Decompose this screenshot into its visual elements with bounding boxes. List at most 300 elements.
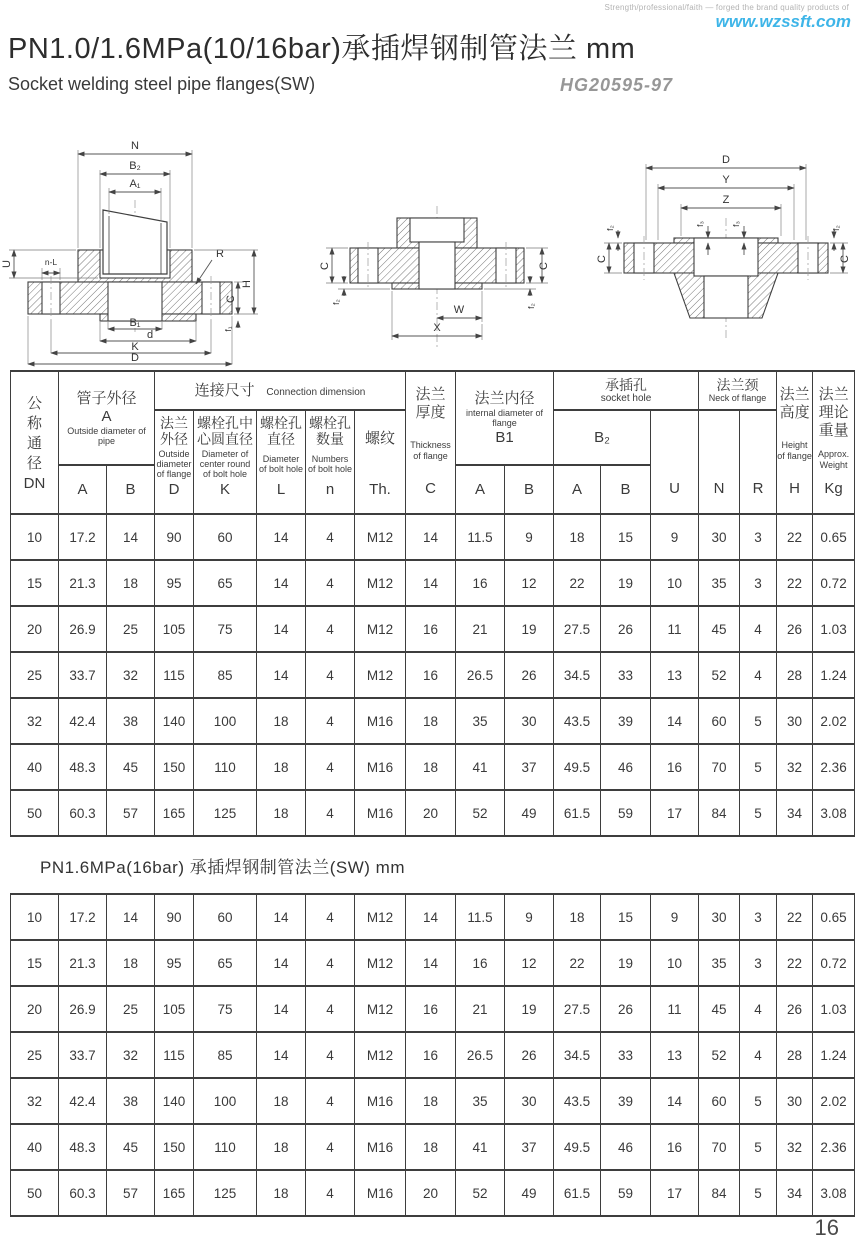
website-url: www.wzssft.com	[715, 12, 851, 31]
table-cell: 4	[306, 744, 355, 790]
table-cell: 4	[306, 698, 355, 744]
table-cell: 22	[777, 940, 813, 986]
socket-hole-en: socket hole	[600, 392, 652, 404]
table-cell: 42.4	[59, 698, 107, 744]
neck-zh: 法兰颈	[716, 377, 759, 394]
table-cell: 4	[306, 894, 355, 940]
table-cell: M12	[355, 986, 406, 1032]
table-cell: 14	[257, 560, 306, 606]
col-header-thread	[355, 410, 406, 514]
table-cell: 140	[155, 698, 194, 744]
table-cell: M16	[355, 698, 406, 744]
col-header-b2	[554, 410, 651, 465]
table-cell: 26.9	[59, 986, 107, 1032]
table-cell: 25	[11, 652, 59, 698]
table-cell: 140	[155, 1078, 194, 1124]
table-cell: 35	[699, 560, 740, 606]
table-cell: 59	[601, 1170, 651, 1216]
thread-zh: 螺纹	[365, 430, 396, 447]
table-cell: M12	[355, 606, 406, 652]
table-cell: 3	[740, 940, 777, 986]
table-cell: 33.7	[59, 1032, 107, 1078]
table-row	[11, 986, 855, 1032]
dim-label-c: C	[225, 295, 237, 303]
table-cell: 21.3	[59, 940, 107, 986]
table-cell: 25	[107, 986, 155, 1032]
table-cell: 4	[740, 652, 777, 698]
table-cell: 49.5	[554, 1124, 601, 1170]
table-cell: 60	[699, 1078, 740, 1124]
flange-rear-view-drawing	[596, 148, 857, 353]
table-cell: 4	[740, 606, 777, 652]
col-header-neck	[699, 371, 777, 410]
table-cell: 26	[777, 986, 813, 1032]
table-cell: 4	[306, 1170, 355, 1216]
table-cell: M16	[355, 1124, 406, 1170]
table-cell: 5	[740, 790, 777, 836]
table-cell: 18	[554, 894, 601, 940]
table-cell: 4	[740, 1032, 777, 1078]
table-cell: 34.5	[554, 652, 601, 698]
thickness-en: Thickness of flange	[410, 440, 451, 461]
table-cell: 0.72	[813, 940, 855, 986]
table-cell: 19	[505, 606, 554, 652]
table-cell: 13	[651, 652, 699, 698]
table-cell: 14	[257, 986, 306, 1032]
table-cell: 16	[406, 986, 456, 1032]
table-cell: 45	[699, 606, 740, 652]
col-header-socket-hole	[554, 371, 699, 410]
table-row	[11, 1032, 855, 1078]
table-cell: 16	[406, 606, 456, 652]
table-cell: 37	[505, 744, 554, 790]
bolt-dia-zh: 螺栓孔直径	[260, 415, 302, 448]
table-cell: 125	[194, 1170, 257, 1216]
table-cell: 17	[651, 1170, 699, 1216]
table-cell: 26.5	[456, 1032, 505, 1078]
table-row	[11, 940, 855, 986]
table-cell: 14	[257, 940, 306, 986]
table-cell: 14	[257, 894, 306, 940]
table-cell: 11.5	[456, 514, 505, 560]
table-cell: 21	[456, 606, 505, 652]
table-cell: 100	[194, 698, 257, 744]
table-cell: M12	[355, 652, 406, 698]
internal-dia-en: internal diameter of flange	[465, 407, 544, 429]
table-cell: 10	[651, 940, 699, 986]
table-cell: 90	[155, 514, 194, 560]
table-cell: 11.5	[456, 894, 505, 940]
pipe-od-zh: 管子外径	[76, 389, 137, 407]
table-cell: 22	[777, 514, 813, 560]
table-cell: 14	[257, 1032, 306, 1078]
thickness-zh: 法兰厚度	[415, 385, 446, 421]
table-cell: 9	[505, 894, 554, 940]
col-header-flange-od	[155, 410, 194, 514]
table-cell: 3.08	[813, 1170, 855, 1216]
table-cell: 28	[777, 1032, 813, 1078]
table-cell: 40	[11, 744, 59, 790]
table-cell: 100	[194, 1078, 257, 1124]
table-cell: M12	[355, 514, 406, 560]
internal-dia-code: B1	[495, 429, 514, 447]
table-row	[11, 514, 855, 560]
col-header-dn-zh: 公称通径	[27, 394, 43, 473]
section2-title: PN1.6MPa(16bar) 承插焊钢制管法兰(SW) mm	[40, 858, 405, 877]
dim-label-f3-left: f₃	[695, 221, 705, 227]
dim-label-k: K	[131, 341, 139, 353]
table-cell: 15	[601, 514, 651, 560]
table-cell: 85	[194, 1032, 257, 1078]
flange-od-zh: 法兰外径	[160, 415, 188, 448]
table-row	[11, 1170, 855, 1216]
table-cell: 105	[155, 606, 194, 652]
col-header-connection	[155, 371, 406, 410]
dim-label-f2-left: f₂	[331, 299, 341, 305]
table-cell: 14	[651, 698, 699, 744]
table-cell: 22	[777, 894, 813, 940]
table-cell: 0.65	[813, 894, 855, 940]
col-header-r	[740, 410, 777, 514]
table-cell: 14	[406, 514, 456, 560]
col-header-pipe-b: B	[107, 465, 155, 514]
table-cell: 60.3	[59, 790, 107, 836]
weight-en: Approx. Weight	[818, 449, 850, 470]
table-cell: 5	[740, 698, 777, 744]
table-cell: 32	[777, 1124, 813, 1170]
flange-od-letter: D	[168, 481, 180, 498]
table-cell: 33.7	[59, 652, 107, 698]
col-header-u	[651, 410, 699, 514]
table-cell: 20	[11, 606, 59, 652]
col-header-dn	[11, 371, 59, 514]
dim-label-f2-right: f₂	[831, 225, 841, 231]
table-cell: 32	[11, 698, 59, 744]
dim-label-dd: D	[131, 352, 139, 364]
dim-label-b1: B₁	[129, 317, 141, 329]
table-cell: 35	[456, 698, 505, 744]
height-zh: 法兰高度	[779, 385, 810, 421]
table-cell: 21.3	[59, 560, 107, 606]
weight-zh: 法兰理论重量	[818, 385, 849, 439]
table-cell: 10	[11, 514, 59, 560]
table-cell: 90	[155, 894, 194, 940]
table-cell: 150	[155, 744, 194, 790]
table-cell: 9	[651, 514, 699, 560]
flange-spec-table-pn16	[10, 893, 855, 1217]
table-cell: 15	[11, 940, 59, 986]
table-cell: M16	[355, 790, 406, 836]
bolt-num-en: Numbers of bolt hole	[307, 453, 353, 475]
page-number: 16	[814, 1215, 839, 1240]
dim-label-a1: A₁	[129, 178, 141, 190]
col-header-thickness	[406, 371, 456, 514]
table-cell: 4	[306, 1124, 355, 1170]
table-cell: 30	[777, 698, 813, 744]
col-header-bolt-num	[306, 410, 355, 514]
dim-label-y: Y	[722, 174, 730, 186]
table-cell: 22	[554, 560, 601, 606]
table-cell: 32	[777, 744, 813, 790]
table-cell: 18	[554, 514, 601, 560]
table-cell: 49	[505, 1170, 554, 1216]
table-cell: 20	[406, 790, 456, 836]
table-row	[11, 652, 855, 698]
table-cell: 105	[155, 986, 194, 1032]
pipe-od-en: Outside diameter of pipe	[67, 425, 146, 447]
table-cell: 25	[107, 606, 155, 652]
table-cell: 26	[505, 652, 554, 698]
table-cell: 60	[194, 894, 257, 940]
table-cell: 26	[505, 1032, 554, 1078]
table-cell: 14	[406, 894, 456, 940]
table-cell: 48.3	[59, 1124, 107, 1170]
table-cell: M16	[355, 744, 406, 790]
table-cell: 45	[107, 1124, 155, 1170]
table-cell: 48.3	[59, 744, 107, 790]
table-cell: 84	[699, 1170, 740, 1216]
table-cell: 70	[699, 744, 740, 790]
table-cell: 165	[155, 790, 194, 836]
table-cell: 18	[257, 698, 306, 744]
table-cell: 15	[601, 894, 651, 940]
bolt-circle-en: Diameter of center round of bolt hole	[199, 448, 251, 480]
table-cell: 33	[601, 652, 651, 698]
table-cell: 25	[11, 1032, 59, 1078]
table-cell: 18	[406, 698, 456, 744]
table-cell: M12	[355, 560, 406, 606]
col-header-n	[699, 410, 740, 514]
flange-side-view-drawing	[292, 178, 582, 363]
table-cell: 39	[601, 1078, 651, 1124]
table-cell: 110	[194, 1124, 257, 1170]
table-cell: 22	[554, 940, 601, 986]
bolt-circle-letter: K	[219, 481, 230, 498]
table-cell: 18	[257, 1170, 306, 1216]
col-header-bolt-circle	[194, 410, 257, 514]
table-cell: 61.5	[554, 1170, 601, 1216]
table-cell: 40	[11, 1124, 59, 1170]
table-cell: 115	[155, 1032, 194, 1078]
table-cell: 12	[505, 560, 554, 606]
table-cell: 14	[406, 560, 456, 606]
table-cell: 30	[699, 894, 740, 940]
table-cell: 11	[651, 986, 699, 1032]
dim-label-f1: f₁	[223, 326, 233, 332]
table-cell: 26.9	[59, 606, 107, 652]
table-cell: 4	[306, 514, 355, 560]
table-cell: 26.5	[456, 652, 505, 698]
table-cell: 19	[601, 560, 651, 606]
table-cell: 13	[651, 1032, 699, 1078]
table-cell: 21	[456, 986, 505, 1032]
table-cell: 18	[406, 1078, 456, 1124]
table-cell: 2.36	[813, 1124, 855, 1170]
col-header-weight	[813, 371, 855, 514]
table-cell: 18	[257, 1078, 306, 1124]
table-cell: 75	[194, 606, 257, 652]
col-header-dn-code: DN	[23, 474, 46, 492]
internal-dia-zh: 法兰内径	[474, 389, 535, 407]
col-header-b1-a: A	[456, 465, 505, 514]
flange-spec-table-pn10	[10, 370, 855, 837]
dim-label-nl: n-L	[44, 257, 58, 267]
brand-tagline: Strength/professional/faith — forged the brand quality products of	[604, 3, 849, 12]
height-letter: H	[789, 479, 800, 497]
table-cell: 41	[456, 744, 505, 790]
height-en: Height of flange	[777, 440, 812, 461]
table-row	[11, 1078, 855, 1124]
table-cell: 18	[257, 1124, 306, 1170]
n-letter: N	[713, 480, 725, 497]
table-cell: 30	[505, 1078, 554, 1124]
dim-label-x: X	[433, 322, 441, 334]
table-cell: 4	[306, 940, 355, 986]
table-cell: 52	[699, 1032, 740, 1078]
dim-label-h: H	[241, 280, 253, 288]
col-header-pipe-a: A	[59, 465, 107, 514]
table-cell: 14	[257, 652, 306, 698]
dim-label-b2: B₂	[129, 160, 141, 172]
table-cell: 0.72	[813, 560, 855, 606]
bolt-dia-en: Diameter of bolt hole	[258, 453, 304, 475]
table-cell: 3.08	[813, 790, 855, 836]
table-cell: 26	[601, 606, 651, 652]
table-cell: 28	[777, 652, 813, 698]
table-cell: 38	[107, 1078, 155, 1124]
table-cell: M12	[355, 1032, 406, 1078]
pipe-od-code: A	[101, 407, 112, 425]
table-cell: 57	[107, 1170, 155, 1216]
technical-drawings	[0, 130, 861, 370]
table-cell: M12	[355, 894, 406, 940]
table-cell: 27.5	[554, 986, 601, 1032]
table-cell: 2.02	[813, 698, 855, 744]
table-cell: 1.24	[813, 652, 855, 698]
table-cell: 50	[11, 790, 59, 836]
table-row	[11, 698, 855, 744]
table-cell: 65	[194, 940, 257, 986]
table-cell: 4	[306, 1032, 355, 1078]
table-cell: 1.03	[813, 606, 855, 652]
table-cell: 3	[740, 514, 777, 560]
col-header-pipe-od	[59, 371, 155, 465]
table-cell: 38	[107, 698, 155, 744]
table-cell: 16	[406, 1032, 456, 1078]
table-row	[11, 1124, 855, 1170]
table-cell: 18	[257, 790, 306, 836]
bolt-num-letter: n	[325, 481, 335, 498]
dim-label-d: D	[722, 154, 730, 166]
table-cell: 16	[651, 1124, 699, 1170]
table-cell: 9	[651, 894, 699, 940]
table-cell: 26	[601, 986, 651, 1032]
table-cell: 20	[406, 1170, 456, 1216]
flange-section-view-drawing	[0, 132, 265, 367]
table-cell: 14	[257, 514, 306, 560]
table-cell: 1.24	[813, 1032, 855, 1078]
table-cell: 10	[651, 560, 699, 606]
table-cell: 4	[306, 986, 355, 1032]
table-cell: 52	[456, 1170, 505, 1216]
table-cell: 19	[505, 986, 554, 1032]
table-cell: 32	[107, 1032, 155, 1078]
table-cell: 52	[699, 652, 740, 698]
table-cell: 59	[601, 790, 651, 836]
table-cell: 45	[107, 744, 155, 790]
table-cell: 34	[777, 1170, 813, 1216]
table-cell: 5	[740, 1078, 777, 1124]
table-cell: 75	[194, 986, 257, 1032]
col-header-bolt-dia	[257, 410, 306, 514]
standard-code: HG20595-97	[560, 75, 674, 95]
table-cell: 14	[257, 606, 306, 652]
table-cell: 3	[740, 894, 777, 940]
table-cell: 5	[740, 1124, 777, 1170]
table-cell: 39	[601, 698, 651, 744]
table-cell: 17	[651, 790, 699, 836]
table-cell: 19	[601, 940, 651, 986]
dim-label-w: W	[453, 304, 465, 316]
neck-en: Neck of flange	[708, 393, 767, 404]
table-cell: 17.2	[59, 894, 107, 940]
connection-zh: 连接尺寸	[194, 381, 255, 399]
page-title: PN1.0/1.6MPa(10/16bar)承插焊钢制管法兰 mm	[8, 33, 636, 65]
table-cell: 10	[11, 894, 59, 940]
u-letter: U	[669, 480, 680, 497]
dim-label-r: R	[216, 248, 224, 260]
table-cell: 46	[601, 1124, 651, 1170]
table-cell: 32	[11, 1078, 59, 1124]
r-letter: R	[752, 480, 764, 497]
table-cell: 41	[456, 1124, 505, 1170]
dim-label-n: N	[131, 140, 139, 152]
table-cell: 14	[107, 894, 155, 940]
table-cell: 2.36	[813, 744, 855, 790]
table-cell: 43.5	[554, 698, 601, 744]
table-cell: 16	[406, 652, 456, 698]
table-cell: 16	[456, 560, 505, 606]
table-cell: 32	[107, 652, 155, 698]
table-cell: 60	[699, 698, 740, 744]
table-cell: 3	[740, 560, 777, 606]
table-cell: 11	[651, 606, 699, 652]
table-cell: 57	[107, 790, 155, 836]
table-cell: 60.3	[59, 1170, 107, 1216]
col-header-internal-dia	[456, 371, 554, 465]
table-cell: 22	[777, 560, 813, 606]
table-cell: 4	[740, 986, 777, 1032]
table-cell: 65	[194, 560, 257, 606]
table-cell: 4	[306, 606, 355, 652]
table-cell: 165	[155, 1170, 194, 1216]
bolt-circle-zh: 螺栓孔中心圆直径	[197, 415, 253, 448]
table-cell: 61.5	[554, 790, 601, 836]
table-cell: 95	[155, 560, 194, 606]
table-cell: 60	[194, 514, 257, 560]
table-cell: 30	[505, 698, 554, 744]
table-cell: 35	[456, 1078, 505, 1124]
table-cell: 4	[306, 1078, 355, 1124]
table-cell: 84	[699, 790, 740, 836]
table-cell: 18	[257, 744, 306, 790]
table-cell: 125	[194, 790, 257, 836]
table-cell: 5	[740, 744, 777, 790]
table-cell: 70	[699, 1124, 740, 1170]
table-cell: 14	[406, 940, 456, 986]
table-cell: M16	[355, 1078, 406, 1124]
dim-label-c-left: C	[596, 255, 608, 263]
